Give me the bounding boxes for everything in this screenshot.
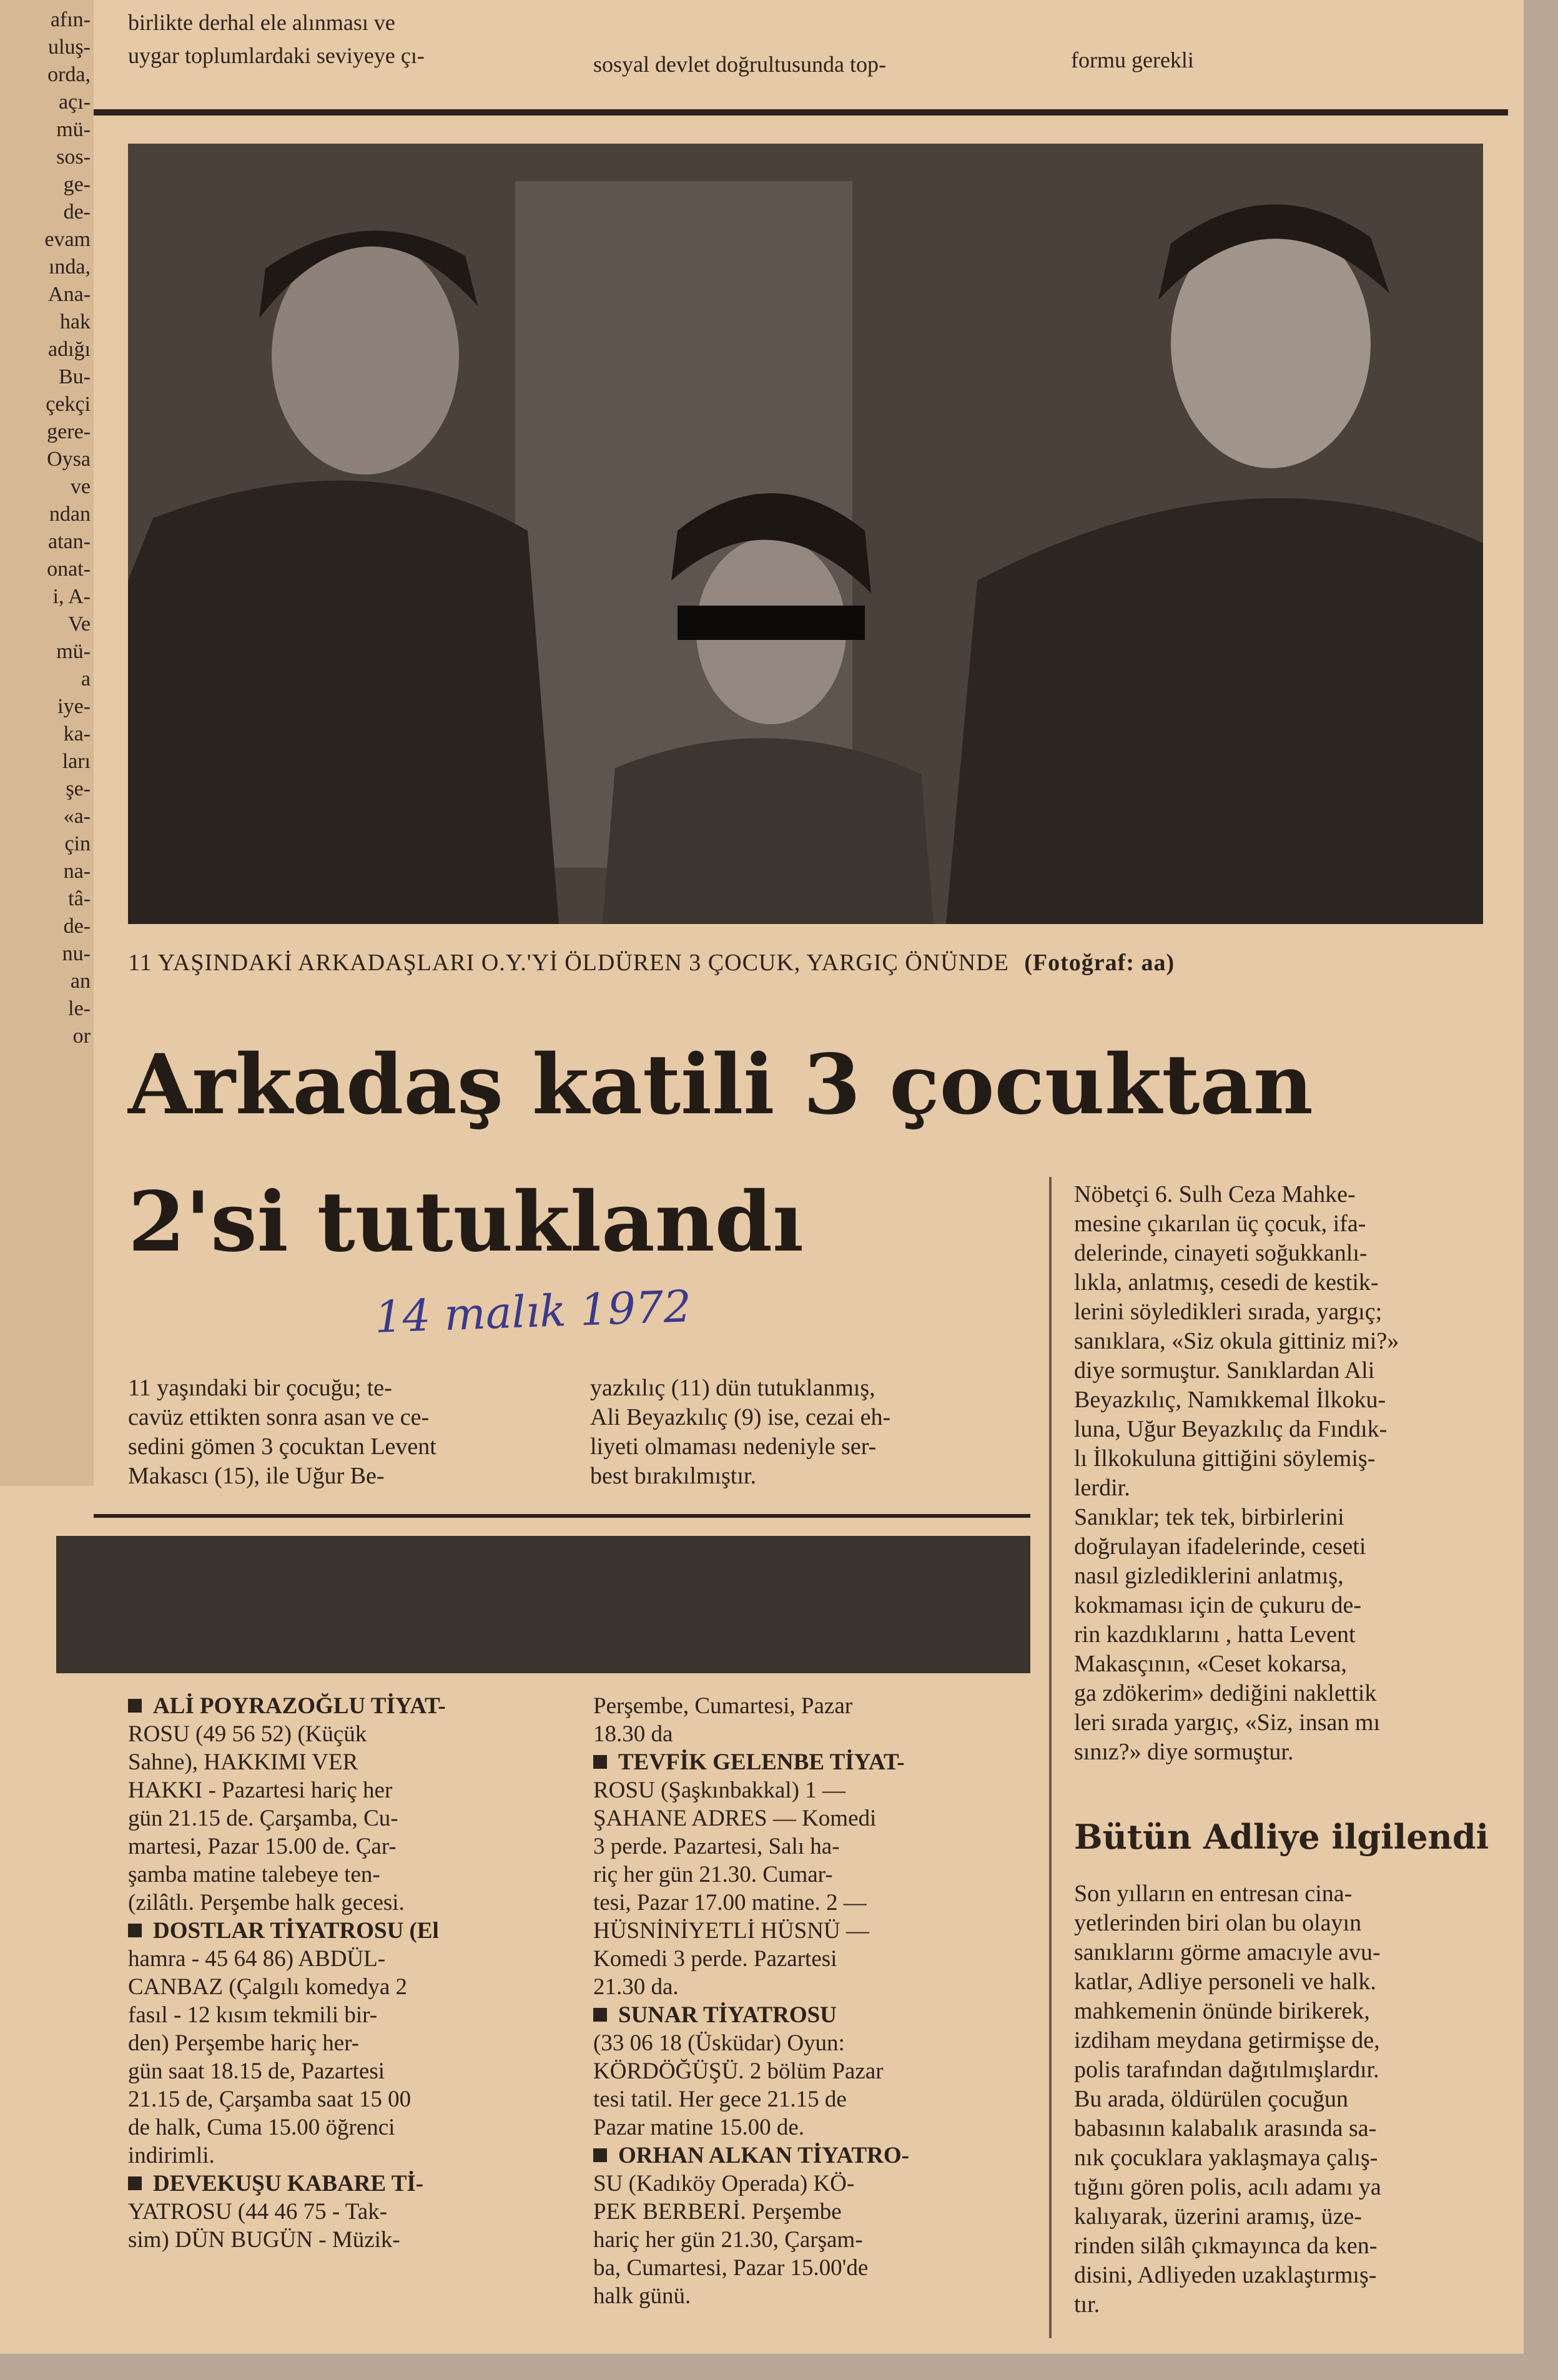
listing-line [128,1832,553,1861]
margin-fragment: ve [70,475,91,498]
listing-text: ŞAHANE ADRES — Komedi [593,1806,877,1831]
margin-fragment: a [81,667,91,691]
listing-line [593,1692,1024,1720]
listing-text: KÖRDÖĞÜŞÜ. 2 bölüm Pazar [593,2058,884,2084]
margin-fragment: çekçi [46,393,91,416]
bullet-square-icon [593,2008,607,2022]
listing-line [128,2113,553,2142]
margin-fragment: na- [63,860,91,883]
listing-text: 21.30 da. [593,1974,679,2000]
listing-line [128,2226,553,2254]
listing-text: indirimli. [128,2143,215,2168]
listing-line [128,1973,553,2001]
story-column-3-continued [1074,1879,1505,2319]
story-column-3 [1074,1180,1505,1767]
story-line: mahkemenin önünde birikerek, [1074,1998,1370,2024]
story-line: lı İlkokuluna gittiğini söylemiş- [1074,1445,1376,1472]
listing-line [593,2001,1024,2029]
story-line: best bırakılmıştır. [590,1463,756,1489]
margin-fragment: iye- [57,695,91,718]
listing-text: sim) DÜN BUGÜN - Müzik- [128,2227,400,2253]
subheading: Bütün Adliye ilgilendi [1074,1817,1489,1857]
listing-line [593,1720,1024,1748]
story-line: katlar, Adliye personeli ve halk. [1074,1969,1376,1995]
listing-text: tesi, Pazar 17.00 matine. 2 — [593,1890,867,1915]
story-column-1 [128,1374,553,1491]
listing-text: ORHAN ALKAN TİYATRO- [618,2143,910,2168]
margin-fragment: evam [44,228,91,251]
listing-text: PEK BERBERİ. Perşembe [593,2199,842,2225]
listing-line [593,1776,1024,1804]
bullet-square-icon [128,2176,142,2190]
story-line: sanıklarını görme amacıyle avu- [1074,1939,1381,1965]
margin-fragment: tâ- [68,887,91,910]
story-line: Makasçının, «Ceset kokarsa, [1074,1651,1347,1677]
story-line: nık çocuklara yaklaşmaya çalış- [1074,2145,1378,2171]
story-line: Ali Beyazkılıç (9) ise, cezai eh- [590,1404,891,1430]
listing-line [593,2170,1024,2198]
margin-fragment: mü- [56,118,91,141]
margin-fragment: gere- [47,420,91,443]
theatre-listings-column-2 [593,1692,1024,2310]
margin-fragment: ge- [63,173,91,196]
listing-line [128,1748,553,1776]
story-column-2 [590,1374,1021,1491]
headline-line2: 2'si tutuklandı [128,1174,804,1271]
margin-fragment: i, A- [52,585,91,608]
story-line: luna, Uğur Beyazkılıç da Fındık- [1074,1416,1388,1442]
top-fragment-col1-line2: uygar toplumlardaki seviyeye çı- [128,43,425,68]
story-line: mesine çıkarılan üç çocuk, ifa- [1074,1211,1366,1237]
listing-line [128,2170,553,2198]
listing-line [593,1889,1024,1917]
listing-text: (zilâtlı. Perşembe halk gecesi. [128,1890,405,1915]
bullet-square-icon [593,1755,607,1769]
margin-fragment: nu- [62,942,91,965]
listing-line [593,1832,1024,1861]
margin-fragment: atan- [48,530,91,553]
photo-caption-text: 11 YAŞINDAKİ ARKADAŞLARI O.Y.'Yİ ÖLDÜREN 3 ÇOCUK, YARGIÇ ÖNÜNDE [128,950,1009,976]
column-divider [1049,1177,1052,2338]
story-line: 11 yaşındaki bir çocuğu; te- [128,1375,392,1401]
listing-line [128,1720,553,1748]
listing-line [593,2113,1024,2142]
story-line: cavüz ettikten sonra asan ve ce- [128,1404,430,1430]
story-line: tır. [1074,2291,1100,2318]
listing-text: HAKKI - Pazartesi hariç her [128,1778,393,1803]
margin-fragment: şe- [66,777,91,800]
story-line: yetlerinden biri olan bu olayın [1074,1910,1362,1936]
margin-fragment: onat- [47,558,91,581]
margin-fragment: sos- [56,145,91,169]
story-line: Bu arada, öldürülen çocuğun [1074,2086,1348,2112]
listing-text: HÜSNİNİYETLİ HÜSNÜ — [593,1918,869,1944]
story-line: sınız?» diye sormuştur. [1074,1739,1294,1765]
listing-line [128,1889,553,1917]
listing-line [128,1692,553,1720]
listing-text: şamba matine talebeye ten- [128,1862,380,1887]
top-fragment-col3-line2: formu gerekli [1071,47,1194,72]
story-line: Beyazkılıç, Namıkkemal İlkoku- [1074,1387,1386,1413]
story-line: Makascı (15), ile Uğur Be- [128,1463,385,1489]
margin-fragment: ndan [49,503,91,526]
margin-fragment: orda, [47,63,91,86]
story-line: sedini gömen 3 çocuktan Levent [128,1433,436,1460]
listing-text: fasıl - 12 kısım tekmili bir- [128,2002,378,2028]
story-line: kokmaması için de çukuru de- [1074,1592,1362,1618]
margin-fragment: or [72,1025,91,1048]
listing-text: (33 06 18 (Üsküdar) Oyun: [593,2030,845,2056]
listing-text: Sahne), HAKKIMI VER [128,1749,358,1775]
story-line: sanıklara, «Siz okula gittiniz mi?» [1074,1328,1399,1354]
listing-line [593,1861,1024,1889]
listing-text: TEVFİK GELENBE TİYAT- [618,1749,905,1775]
listing-line [128,2085,553,2113]
news-photo [128,144,1483,924]
listing-line [593,1917,1024,1945]
story-line: Son yılların en entresan cina- [1074,1881,1353,1907]
margin-fragment: afın- [50,8,91,31]
margin-fragment: Ana- [48,283,91,306]
listing-text: hamra - 45 64 86) ABDÜL- [128,1946,386,1972]
margin-fragment: ında, [48,255,91,278]
margin-fragment: hak [59,310,91,333]
story-line: lıkla, anlatmış, cesedi de kestik- [1074,1269,1379,1296]
listing-text: riç her gün 21.30. Cumar- [593,1862,833,1887]
headline-line1: Arkadaş katili 3 çocuktan [128,1036,1313,1133]
listing-line [593,2057,1024,2085]
margin-fragment: Bu- [59,365,91,388]
listing-line [128,2198,553,2226]
listing-line [593,2198,1024,2226]
listing-text: tesi tatil. Her gece 21.15 de [593,2087,847,2112]
listing-text: gün saat 18.15 de, Pazartesi [128,2058,385,2084]
margin-fragment: açı- [59,91,91,114]
listing-text: Komedi 3 perde. Pazartesi [593,1946,837,1972]
margin-fragment: uluş- [48,36,91,59]
listing-text: DOSTLAR TİYATROSU (El [153,1918,439,1944]
top-rule [94,109,1508,116]
story-line: yazkılıç (11) dün tutuklanmış, [590,1375,875,1401]
listing-line [128,1917,553,1945]
top-fragment-col2-line2: sosyal devlet doğrultusunda top- [593,52,886,77]
listing-text: gün 21.15 de. Çarşamba, Cu- [128,1806,398,1831]
listing-text: halk günü. [593,2283,691,2309]
margin-fragment: çin [64,832,91,855]
listing-line [593,1945,1024,1973]
dark-band [56,1536,1030,1673]
listing-line [128,2057,553,2085]
listing-text: ba, Cumartesi, Pazar 15.00'de [593,2255,869,2281]
margin-fragment: mü- [56,640,91,663]
listing-line [593,2029,1024,2057]
bullet-square-icon [128,1699,142,1713]
bullet-square-icon [593,2148,607,2162]
margin-fragment: ları [62,750,91,773]
listing-text: 18.30 da [593,1721,673,1747]
theatre-listings-column-1 [128,1692,553,2254]
listing-text: 21.15 de, Çarşamba saat 15 00 [128,2087,412,2112]
story-line: polis tarafından dağıtılmışlardır. [1074,2057,1379,2083]
listing-text: hariç her gün 21.30, Çarşam- [593,2227,863,2253]
listing-text: den) Perşembe hariç her- [128,2030,360,2056]
margin-fragment: Oysa [47,448,91,471]
section-rule [94,1514,1030,1518]
listing-text: de halk, Cuma 15.00 öğrenci [128,2115,395,2140]
listing-text: SUNAR TİYATROSU [618,2002,837,2028]
bullet-square-icon [128,1924,142,1937]
listing-line [593,2142,1024,2170]
story-line: lerdir. [1074,1475,1130,1501]
listing-line [128,1861,553,1889]
handwritten-date: 14 malık 1972 [373,1281,693,1343]
listing-line [128,1776,553,1804]
story-line: lerini söyledikleri sırada, yargıç; [1074,1299,1383,1325]
story-line: nasıl gizlediklerini anlatmış, [1074,1563,1344,1589]
listing-text: 3 perde. Pazartesi, Salı ha- [593,1834,840,1859]
story-line: Sanıklar; tek tek, birbirlerini [1074,1504,1344,1530]
margin-fragment: adığı [48,338,91,361]
listing-line [593,2085,1024,2113]
margin-fragment: Ve [68,612,91,636]
listing-line [593,1804,1024,1832]
story-line: doğrulayan ifadelerinde, ceseti [1074,1533,1366,1560]
listing-line [128,2001,553,2029]
listing-line [128,1945,553,1973]
listing-line [128,2029,553,2057]
story-line: liyeti olmaması nedeniyle ser- [590,1433,877,1460]
listing-text: CANBAZ (Çalgılı komedya 2 [128,1974,408,2000]
margin-fragment: ka- [63,722,91,745]
listing-text: ROSU (Şaşkınbakkal) 1 — [593,1778,846,1803]
margin-fragment: «a- [63,805,91,828]
background-edge-bottom [0,2354,1558,2380]
listing-text: YATROSU (44 46 75 - Tak- [128,2199,388,2225]
story-line: tığını gören polis, acılı adamı ya [1074,2174,1381,2200]
photo-caption [128,949,1175,976]
story-line: diye sormuştur. Sanıklardan Ali [1074,1357,1375,1384]
margin-fragment: le- [68,997,91,1020]
listing-line [593,2282,1024,2310]
story-line: kalıyarak, üzerini aramış, üze- [1074,2203,1363,2230]
listing-line [128,2142,553,2170]
listing-line [593,2254,1024,2282]
listing-text: DEVEKUŞU KABARE Tİ- [153,2171,424,2196]
listing-text: martesi, Pazar 15.00 de. Çar- [128,1834,397,1859]
listing-line [593,1748,1024,1776]
story-line: rinden silâh çıkmayınca da ken- [1074,2233,1378,2259]
story-line: disini, Adliyeden uzaklaştırmış- [1074,2262,1377,2288]
margin-fragment: an [70,970,91,993]
left-margin-fragments [6,6,91,1050]
listing-text: Pazar matine 15.00 de. [593,2115,805,2140]
listing-text: ALİ POYRAZOĞLU TİYAT- [153,1693,446,1719]
background-edge-right [1524,0,1558,2380]
listing-text: ROSU (49 56 52) (Küçük [128,1721,367,1747]
top-fragment-col1-line1: birlikte derhal ele alınması ve [128,10,395,35]
story-line: delerinde, cinayeti soğukkanlı- [1074,1240,1368,1266]
listing-text: SU (Kadıköy Operada) KÖ- [593,2171,855,2196]
story-line: izdiham meydana getirmişse de, [1074,2027,1380,2053]
margin-fragment: de- [63,200,91,224]
listing-line [128,1804,553,1832]
story-line: leri sırada yargıç, «Siz, insan mı [1074,1709,1381,1736]
margin-fragment: de- [63,915,91,938]
story-line: rin kazdıklarını , hatta Levent [1074,1621,1356,1648]
story-line: ga zdökerim» dediğini naklettik [1074,1680,1377,1706]
story-line: babasının kalabalık arasında sa- [1074,2115,1377,2142]
story-line: Nöbetçi 6. Sulh Ceza Mahke- [1074,1181,1356,1207]
listing-text: Perşembe, Cumartesi, Pazar [593,1693,853,1719]
photo-credit: (Fotoğraf: aa) [1024,950,1175,976]
listing-line [593,2226,1024,2254]
listing-line [593,1973,1024,2001]
